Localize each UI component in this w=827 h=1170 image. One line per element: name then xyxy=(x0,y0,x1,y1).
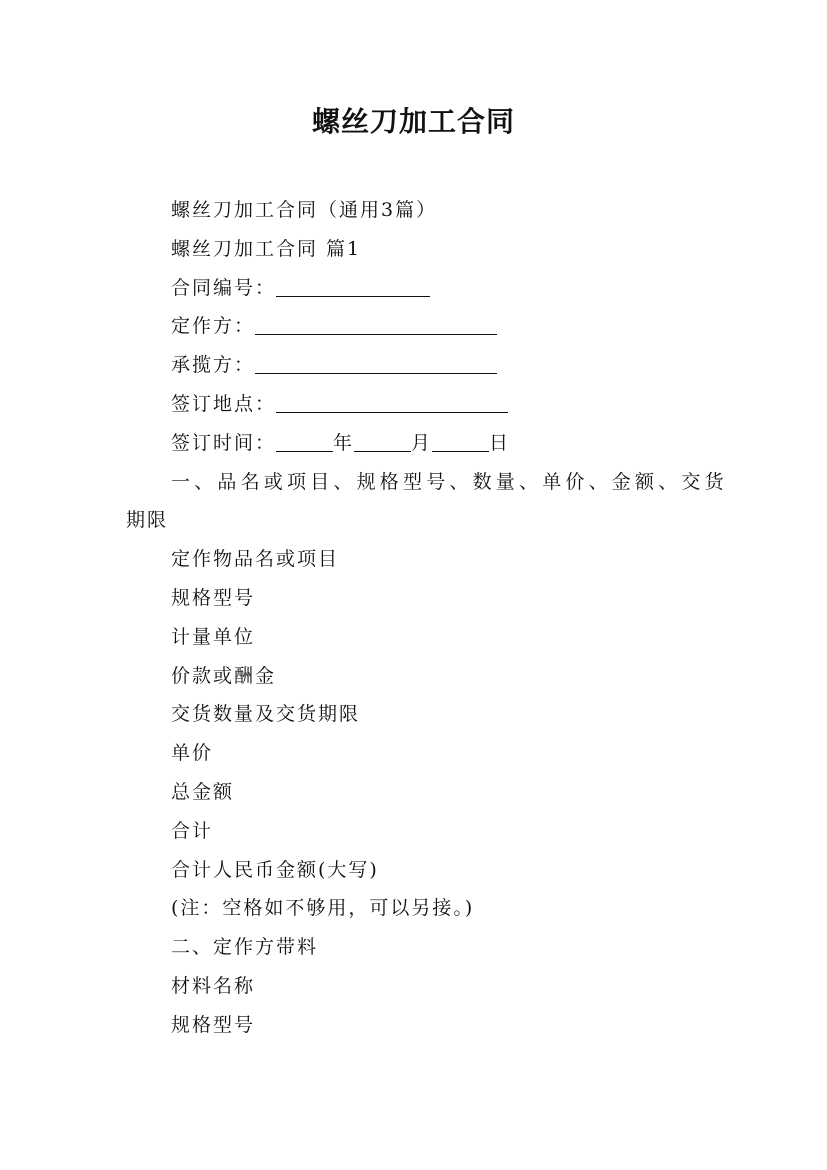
document-title: 螺丝刀加工合同 xyxy=(311,105,515,138)
section-1-heading-cont: 期限 xyxy=(126,509,169,532)
part-heading: 螺丝刀加工合同 篇1 xyxy=(171,237,362,260)
orderer-label: 定作方： xyxy=(171,315,256,338)
sign-time-line xyxy=(126,424,706,463)
contract-number-line xyxy=(126,269,706,308)
sign-time-label: 签订时间： xyxy=(171,431,277,454)
rmb-total-row: 合计人民币金额(大写) xyxy=(171,858,379,881)
sign-place-line xyxy=(126,385,706,424)
contractor-label: 承揽方： xyxy=(171,354,256,377)
contractor-line xyxy=(126,346,706,385)
contractor-blank xyxy=(255,351,497,374)
month-label: 月 xyxy=(411,431,433,454)
day-label: 日 xyxy=(489,431,511,454)
day-blank xyxy=(432,429,489,452)
document-body xyxy=(126,191,728,1045)
orderer-line xyxy=(126,307,706,346)
month-blank xyxy=(354,429,411,452)
total-amount-row: 总金额 xyxy=(171,780,235,803)
unit-price-row: 单价 xyxy=(171,742,214,765)
section-1-heading: 一、品名或项目、规格型号、数量、单价、金额、交货 xyxy=(171,470,728,493)
note-row: (注：空格如不够用，可以另接。) xyxy=(171,897,475,920)
contract-number-label: 合同编号： xyxy=(171,276,277,299)
year-blank xyxy=(276,429,333,452)
year-label: 年 xyxy=(333,431,355,454)
spec-row-2: 规格型号 xyxy=(171,1013,256,1036)
price-row: 价款或酬金 xyxy=(171,664,277,687)
item-name-row: 定作物品名或项目 xyxy=(171,548,340,571)
sum-row: 合计 xyxy=(171,819,214,842)
spec-row: 规格型号 xyxy=(171,586,256,609)
sign-place-label: 签订地点： xyxy=(171,392,277,415)
delivery-row: 交货数量及交货期限 xyxy=(171,703,361,726)
contract-heading: 螺丝刀加工合同（通用3篇） xyxy=(171,199,438,221)
section-2-heading: 二、定作方带料 xyxy=(171,936,319,959)
sign-place-blank xyxy=(276,390,508,413)
orderer-blank xyxy=(255,312,497,335)
contract-number-blank xyxy=(276,274,430,297)
material-name-row: 材料名称 xyxy=(171,974,256,997)
unit-row: 计量单位 xyxy=(171,625,256,648)
